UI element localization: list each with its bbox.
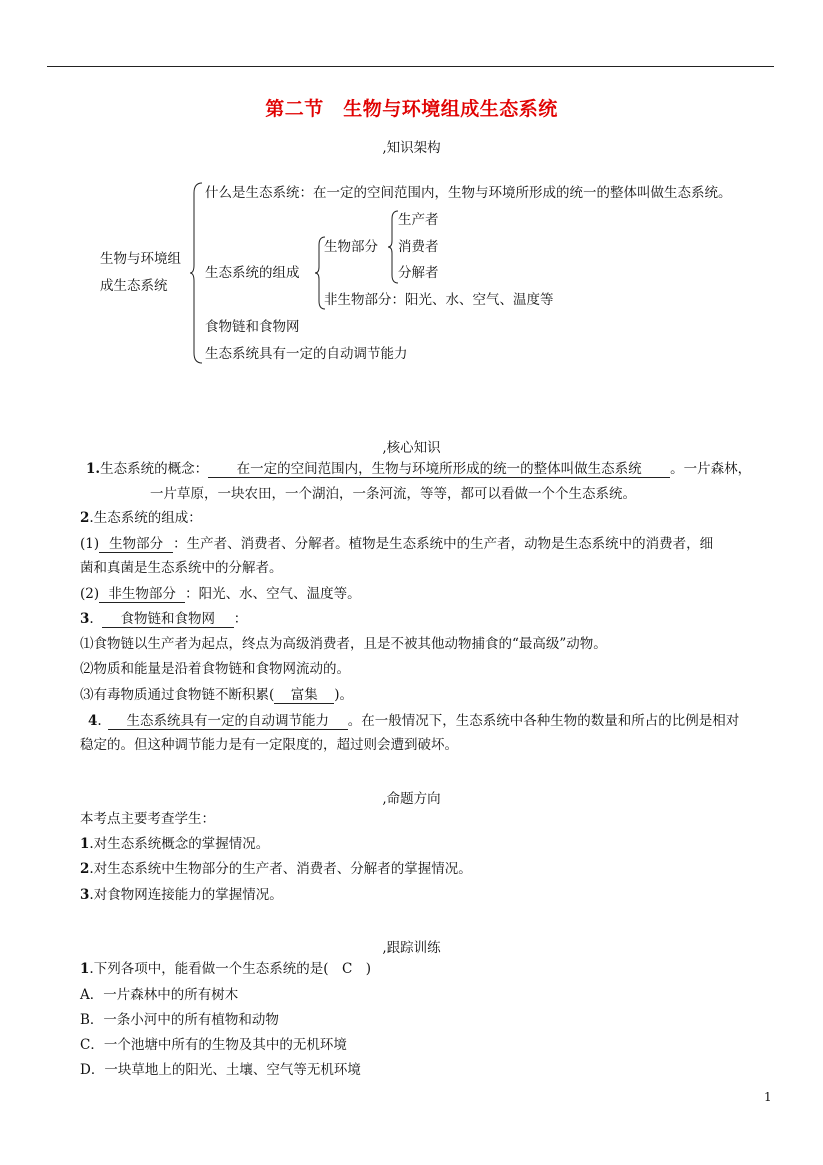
core-item-2b-number: (2)	[80, 586, 100, 602]
framework-root-line2: 成生态系统	[100, 278, 168, 294]
core-item-2b-tail: ：阳光、水、空气、温度等。	[185, 586, 361, 602]
core-item-4	[88, 712, 739, 730]
section-heading-direction: ,命题方向	[382, 791, 441, 807]
direction-item-2-number: 2	[80, 861, 90, 877]
practice-question-1-text: .下列各项中，能看做一个生态系统的是( C )	[89, 961, 372, 977]
practice-question-1-number: 1	[80, 961, 90, 977]
core-item-1-label: 生态系统的概念：	[100, 461, 209, 477]
framework-nonbio: 非生物部分：阳光、水、空气、温度等	[324, 292, 554, 308]
practice-option-d: D．一块草地上的阳光、土壤、空气等无机环境	[80, 1062, 361, 1078]
framework-consumer: 消费者	[398, 239, 439, 255]
core-item-4-dot: .	[97, 713, 102, 729]
direction-item-3	[80, 886, 283, 904]
direction-item-3-number: 3	[80, 887, 90, 903]
core-item-4-tail: 。在一般情况下，生态系统中各种生物的数量和所占的比例是相对	[347, 713, 740, 729]
core-item-3-point-3-tail: )。	[334, 687, 354, 703]
core-item-1-answer: 在一定的空间范围内，生物与环境所形成的统一的整体叫做生态系统	[208, 461, 670, 478]
core-item-3-point-1: ⑴食物链以生产者为起点，终点为高级消费者，且是不被其他动物捕食的“最高级”动物。	[80, 636, 607, 652]
core-item-4-line2: 稳定的。但这种调节能力是有一定限度的，超过则会遭到破坏。	[80, 737, 458, 753]
core-item-1-tail: 。一片森林，	[670, 461, 752, 477]
core-item-4-answer: 生态系统具有一定的自动调节能力	[108, 713, 348, 730]
page-title: 第二节 生物与环境组成生态系统	[265, 98, 558, 120]
core-item-2a-line2: 菌和真菌是生态系统中的分解者。	[80, 560, 283, 576]
core-item-2a-answer: 生物部分	[99, 536, 173, 553]
practice-option-c: C．一个池塘中所有的生物及其中的无机环境	[80, 1037, 347, 1053]
core-item-2a-tail: ：生产者、消费者、分解者。植物是生态系统中的生产者，动物是生态系统中的消费者，细	[173, 536, 714, 552]
core-item-2a-number: (1)	[80, 536, 100, 552]
framework-what-is: 什么是生态系统：在一定的空间范围内，生物与环境所形成的统一的整体叫做生态系统。	[205, 185, 732, 201]
direction-intro: 本考点主要考查学生：	[80, 811, 215, 827]
practice-option-a: A．一片森林中的所有树木	[80, 987, 239, 1003]
core-item-2b	[80, 585, 361, 603]
direction-item-2-text: .对生态系统中生物部分的生产者、消费者、分解者的掌握情况。	[89, 861, 472, 877]
core-item-1-number: 1.	[86, 461, 101, 477]
core-item-2-text: .生态系统的组成：	[89, 510, 202, 526]
framework-main-brace	[190, 183, 204, 363]
core-item-3-point-3-answer: 富集	[274, 687, 334, 704]
page-number: 1	[764, 1090, 772, 1104]
practice-question-1	[80, 960, 371, 978]
core-item-3-answer: 食物链和食物网	[102, 611, 234, 628]
framework-root-line1: 生物与环境组	[100, 251, 181, 267]
direction-item-1-number: 1	[80, 836, 90, 852]
section-heading-practice: ,跟踪训练	[382, 940, 441, 956]
direction-item-2	[80, 860, 472, 878]
core-item-3-number: 3	[80, 611, 90, 627]
section-heading-framework: ,知识架构	[382, 140, 441, 156]
core-item-3-point-3	[80, 686, 353, 704]
framework-producer: 生产者	[398, 212, 439, 228]
core-item-2a	[80, 535, 713, 553]
core-item-2-number: 2	[80, 510, 90, 526]
core-item-3-point-2: ⑵物质和能量是沿着食物链和食物网流动的。	[80, 661, 350, 677]
core-item-3-point-3-text: ⑶有毒物质通过食物链不断积累(	[80, 687, 275, 703]
core-item-3-dot: .	[89, 611, 94, 627]
direction-item-1-text: .对生态系统概念的掌握情况。	[89, 836, 270, 852]
direction-item-1	[80, 835, 269, 853]
core-item-2b-answer: 非生物部分	[99, 586, 185, 603]
core-item-3-tail: ：	[233, 611, 248, 627]
framework-composition: 生态系统的组成	[205, 265, 300, 281]
framework-food-chain: 食物链和食物网	[205, 319, 300, 335]
framework-self-regulation: 生态系统具有一定的自动调节能力	[205, 346, 408, 362]
section-heading-core: ,核心知识	[382, 440, 441, 456]
core-item-4-number: 4	[88, 713, 98, 729]
core-item-1	[86, 460, 751, 478]
direction-item-3-text: .对食物网连接能力的掌握情况。	[89, 887, 283, 903]
core-item-2	[80, 509, 202, 527]
header-rule	[47, 66, 774, 67]
framework-decomposer: 分解者	[398, 265, 439, 281]
practice-option-b: B．一条小河中的所有植物和动物	[80, 1012, 279, 1028]
core-item-3	[80, 610, 247, 628]
framework-bio-part: 生物部分	[324, 239, 378, 255]
core-item-1-line2: 一片草原，一块农田，一个湖泊，一条河流，等等，都可以看做一个个生态系统。	[150, 486, 636, 502]
